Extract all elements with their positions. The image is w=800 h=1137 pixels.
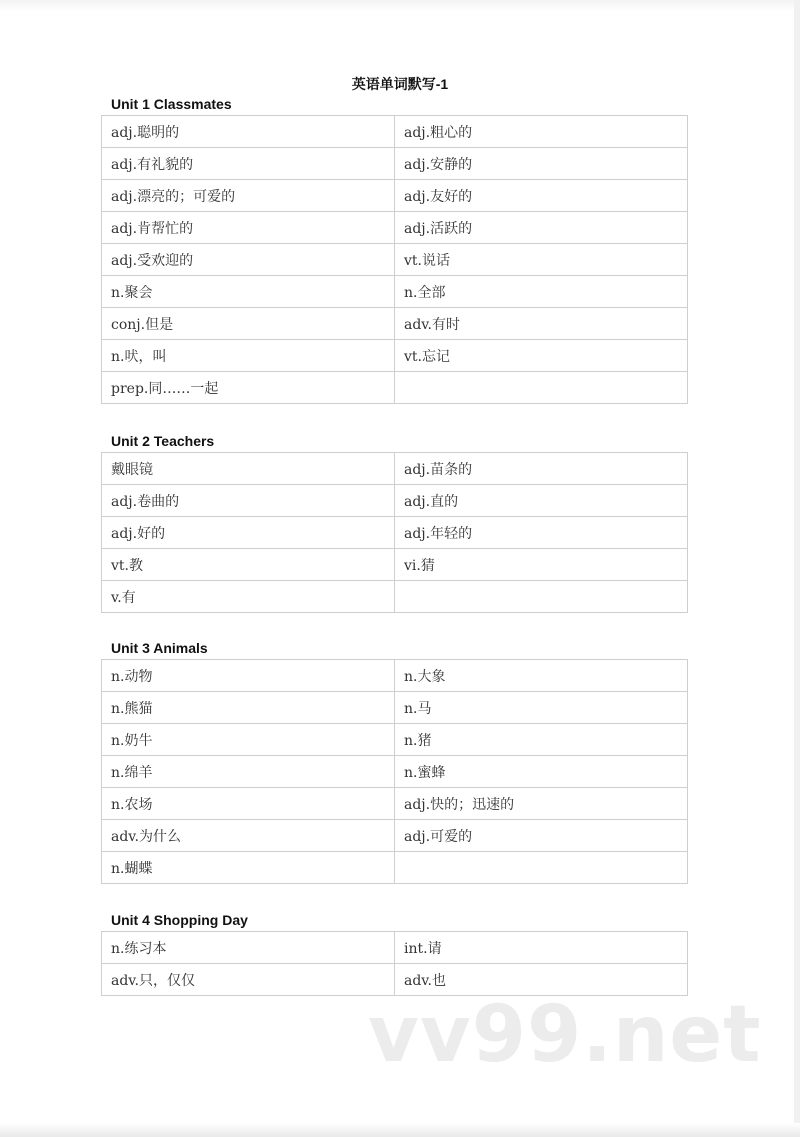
table-row [102,453,688,485]
vocab-cell: n.全部 [395,276,688,308]
table-row [102,932,688,964]
vocab-cell: n.绵羊 [102,756,395,788]
table-row [102,212,688,244]
table-row [102,724,688,756]
unit-1-heading: Unit 1 Classmates [111,96,232,112]
watermark: vv99.net [368,990,762,1080]
vocab-cell: prep.同……一起 [102,372,395,404]
vocab-cell: adj.年轻的 [395,517,688,549]
table-row [102,660,688,692]
table-row [102,788,688,820]
vocab-cell: adj.有礼貌的 [102,148,395,180]
vocab-cell: adv.有时 [395,308,688,340]
table-row [102,276,688,308]
unit-3-heading: Unit 3 Animals [111,640,208,656]
vocab-cell: adj.安静的 [395,148,688,180]
vocab-cell: adj.受欢迎的 [102,244,395,276]
vocab-cell: adj.苗条的 [395,453,688,485]
unit-1-table [101,115,688,404]
page-right-edge [794,0,800,1137]
vocab-cell: vi.猜 [395,549,688,581]
table-row [102,820,688,852]
vocab-cell: adj.肯帮忙的 [102,212,395,244]
vocab-cell: n.猪 [395,724,688,756]
table-row [102,148,688,180]
unit-4-table [101,931,688,996]
vocab-cell: n.农场 [102,788,395,820]
unit-2-heading: Unit 2 Teachers [111,433,215,449]
vocab-cell: adj.聪明的 [102,116,395,148]
vocab-cell: adj.可爱的 [395,820,688,852]
vocab-cell: conj.但是 [102,308,395,340]
table-row [102,852,688,884]
table-row [102,340,688,372]
vocab-cell: adj.快的；迅速的 [395,788,688,820]
vocab-cell: adj.友好的 [395,180,688,212]
table-row [102,549,688,581]
vocab-cell: vt.教 [102,549,395,581]
table-row [102,485,688,517]
vocab-cell: int.请 [395,932,688,964]
vocab-cell: n.大象 [395,660,688,692]
vocab-cell: n.蝴蝶 [102,852,395,884]
vocab-cell: adj.粗心的 [395,116,688,148]
table-row [102,372,688,404]
unit-2-table [101,452,688,613]
vocab-cell [395,372,688,404]
unit-4-heading: Unit 4 Shopping Day [111,912,248,928]
vocab-cell: n.熊猫 [102,692,395,724]
vocab-cell: n.奶牛 [102,724,395,756]
vocab-cell: vt.忘记 [395,340,688,372]
table-row [102,581,688,613]
vocab-cell: n.马 [395,692,688,724]
vocab-cell: adv.也 [395,964,688,996]
vocab-cell: 戴眼镜 [102,453,395,485]
vocab-cell: n.蜜蜂 [395,756,688,788]
vocab-cell: adj.活跃的 [395,212,688,244]
table-row [102,517,688,549]
vocab-cell [395,852,688,884]
unit-3-table [101,659,688,884]
vocab-cell: vt.说话 [395,244,688,276]
page-top-shade [0,0,800,12]
vocab-cell: adj.直的 [395,485,688,517]
table-row [102,180,688,212]
vocab-cell: adj.漂亮的；可爱的 [102,180,395,212]
vocab-cell: adv.只，仅仅 [102,964,395,996]
vocab-cell [395,581,688,613]
vocab-cell: adj.好的 [102,517,395,549]
table-row [102,308,688,340]
vocab-cell: n.动物 [102,660,395,692]
table-row [102,692,688,724]
table-row [102,116,688,148]
vocab-cell: adj.卷曲的 [102,485,395,517]
document-title: 英语单词默写-1 [351,76,449,92]
vocab-cell: n.聚会 [102,276,395,308]
table-row [102,244,688,276]
vocab-cell: v.有 [102,581,395,613]
vocab-cell: n.练习本 [102,932,395,964]
table-row [102,756,688,788]
vocab-cell: n.吠，叫 [102,340,395,372]
page-bottom-edge [0,1123,800,1137]
vocab-cell: adv.为什么 [102,820,395,852]
